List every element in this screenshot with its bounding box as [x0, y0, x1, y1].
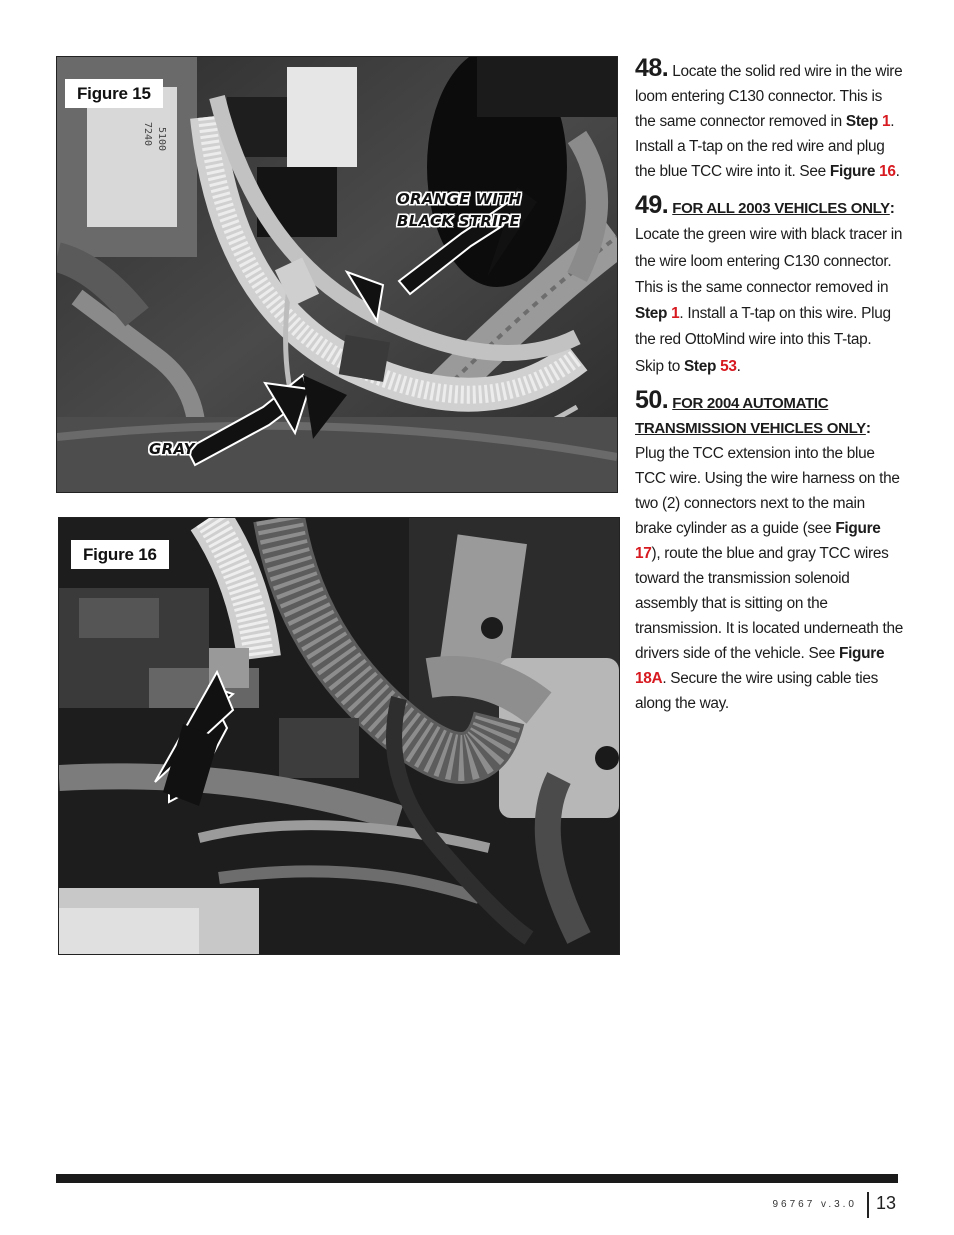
- step-ref-number: 1: [882, 113, 891, 130]
- step-text: Locate the solid red wire in the wire loom entering C130 connector. This is the same connector removed in: [635, 63, 903, 130]
- step-number: 50.: [635, 386, 669, 415]
- step-48: [635, 56, 903, 184]
- figure-ref-label: Figure: [838, 645, 885, 663]
- figure-ref-label: Figure: [829, 163, 880, 180]
- step-ref-label: Step: [635, 305, 672, 323]
- figure-15-photo: [56, 56, 618, 493]
- step-50: [635, 388, 903, 716]
- figure-ref-label: Figure: [835, 520, 881, 538]
- figure-15-label: Figure 15: [65, 79, 163, 108]
- step-ref-label: Step: [845, 113, 882, 130]
- callout-orange-with: ORANGE WITH: [397, 190, 522, 208]
- step-text: . Secure the wire using cable ties along the way.: [635, 670, 878, 713]
- step-heading: FOR 2004 AUTOMATIC TRANSMISSION VEHICLES ONLY: [635, 395, 866, 438]
- photo-label-7240: 7240: [142, 122, 153, 147]
- step-number: 48.: [635, 54, 669, 82]
- callout-black-stripe: BLACK STRIPE: [397, 212, 520, 230]
- step-heading: FOR ALL 2003 VEHICLES ONLY: [672, 200, 890, 217]
- figure-16-label: Figure 16: [71, 540, 169, 569]
- step-text: . Install a T-tap on the red wire and plug the blue TCC wire into it. See: [635, 113, 895, 180]
- figure-16-image: [59, 518, 619, 954]
- step-heading-colon: :: [889, 200, 895, 217]
- instructions-column: [635, 56, 903, 724]
- step-ref-number: 1: [671, 305, 680, 323]
- figure-16-photo: [58, 517, 620, 955]
- step-ref-label: Step: [683, 357, 721, 375]
- figure-ref-number: 18A: [635, 670, 663, 688]
- step-text: Locate the green wire with black tracer in the wire loom entering C130 connector. This is the same connector removed in: [635, 226, 903, 296]
- step-49: [635, 192, 903, 380]
- step-heading-colon: :: [865, 420, 871, 438]
- step-number: 49.: [635, 191, 669, 219]
- figure-15-image: [57, 57, 617, 492]
- step-text: . Install a T-tap on this wire. Plug the red OttoMind wire into this T-tap. Skip to: [635, 305, 891, 375]
- step-ref-number: 53: [720, 357, 737, 375]
- step-text: Plug the TCC extension into the blue TCC wire. Using the wire harness on the two (2) connectors next to the main brake cylinder as a guide (see: [635, 445, 900, 538]
- step-text: .: [736, 357, 741, 375]
- figure-ref-number: 16: [879, 163, 896, 180]
- step-text: .: [895, 163, 900, 180]
- figure-ref-number: 17: [635, 545, 652, 563]
- page-number: 13: [876, 1193, 897, 1213]
- footer-divider: [867, 1192, 869, 1218]
- step-text: ), route the blue and gray TCC wires toward the transmission solenoid assembly that is sitting on the transmission. It is located underneath the drivers side of the vehicle. See: [635, 545, 904, 663]
- footer-rule: [56, 1174, 898, 1183]
- callout-gray: GRAY: [149, 440, 195, 458]
- photo-label-5100: 5100: [156, 127, 167, 152]
- document-code: 96767 v.3.0: [772, 1199, 857, 1210]
